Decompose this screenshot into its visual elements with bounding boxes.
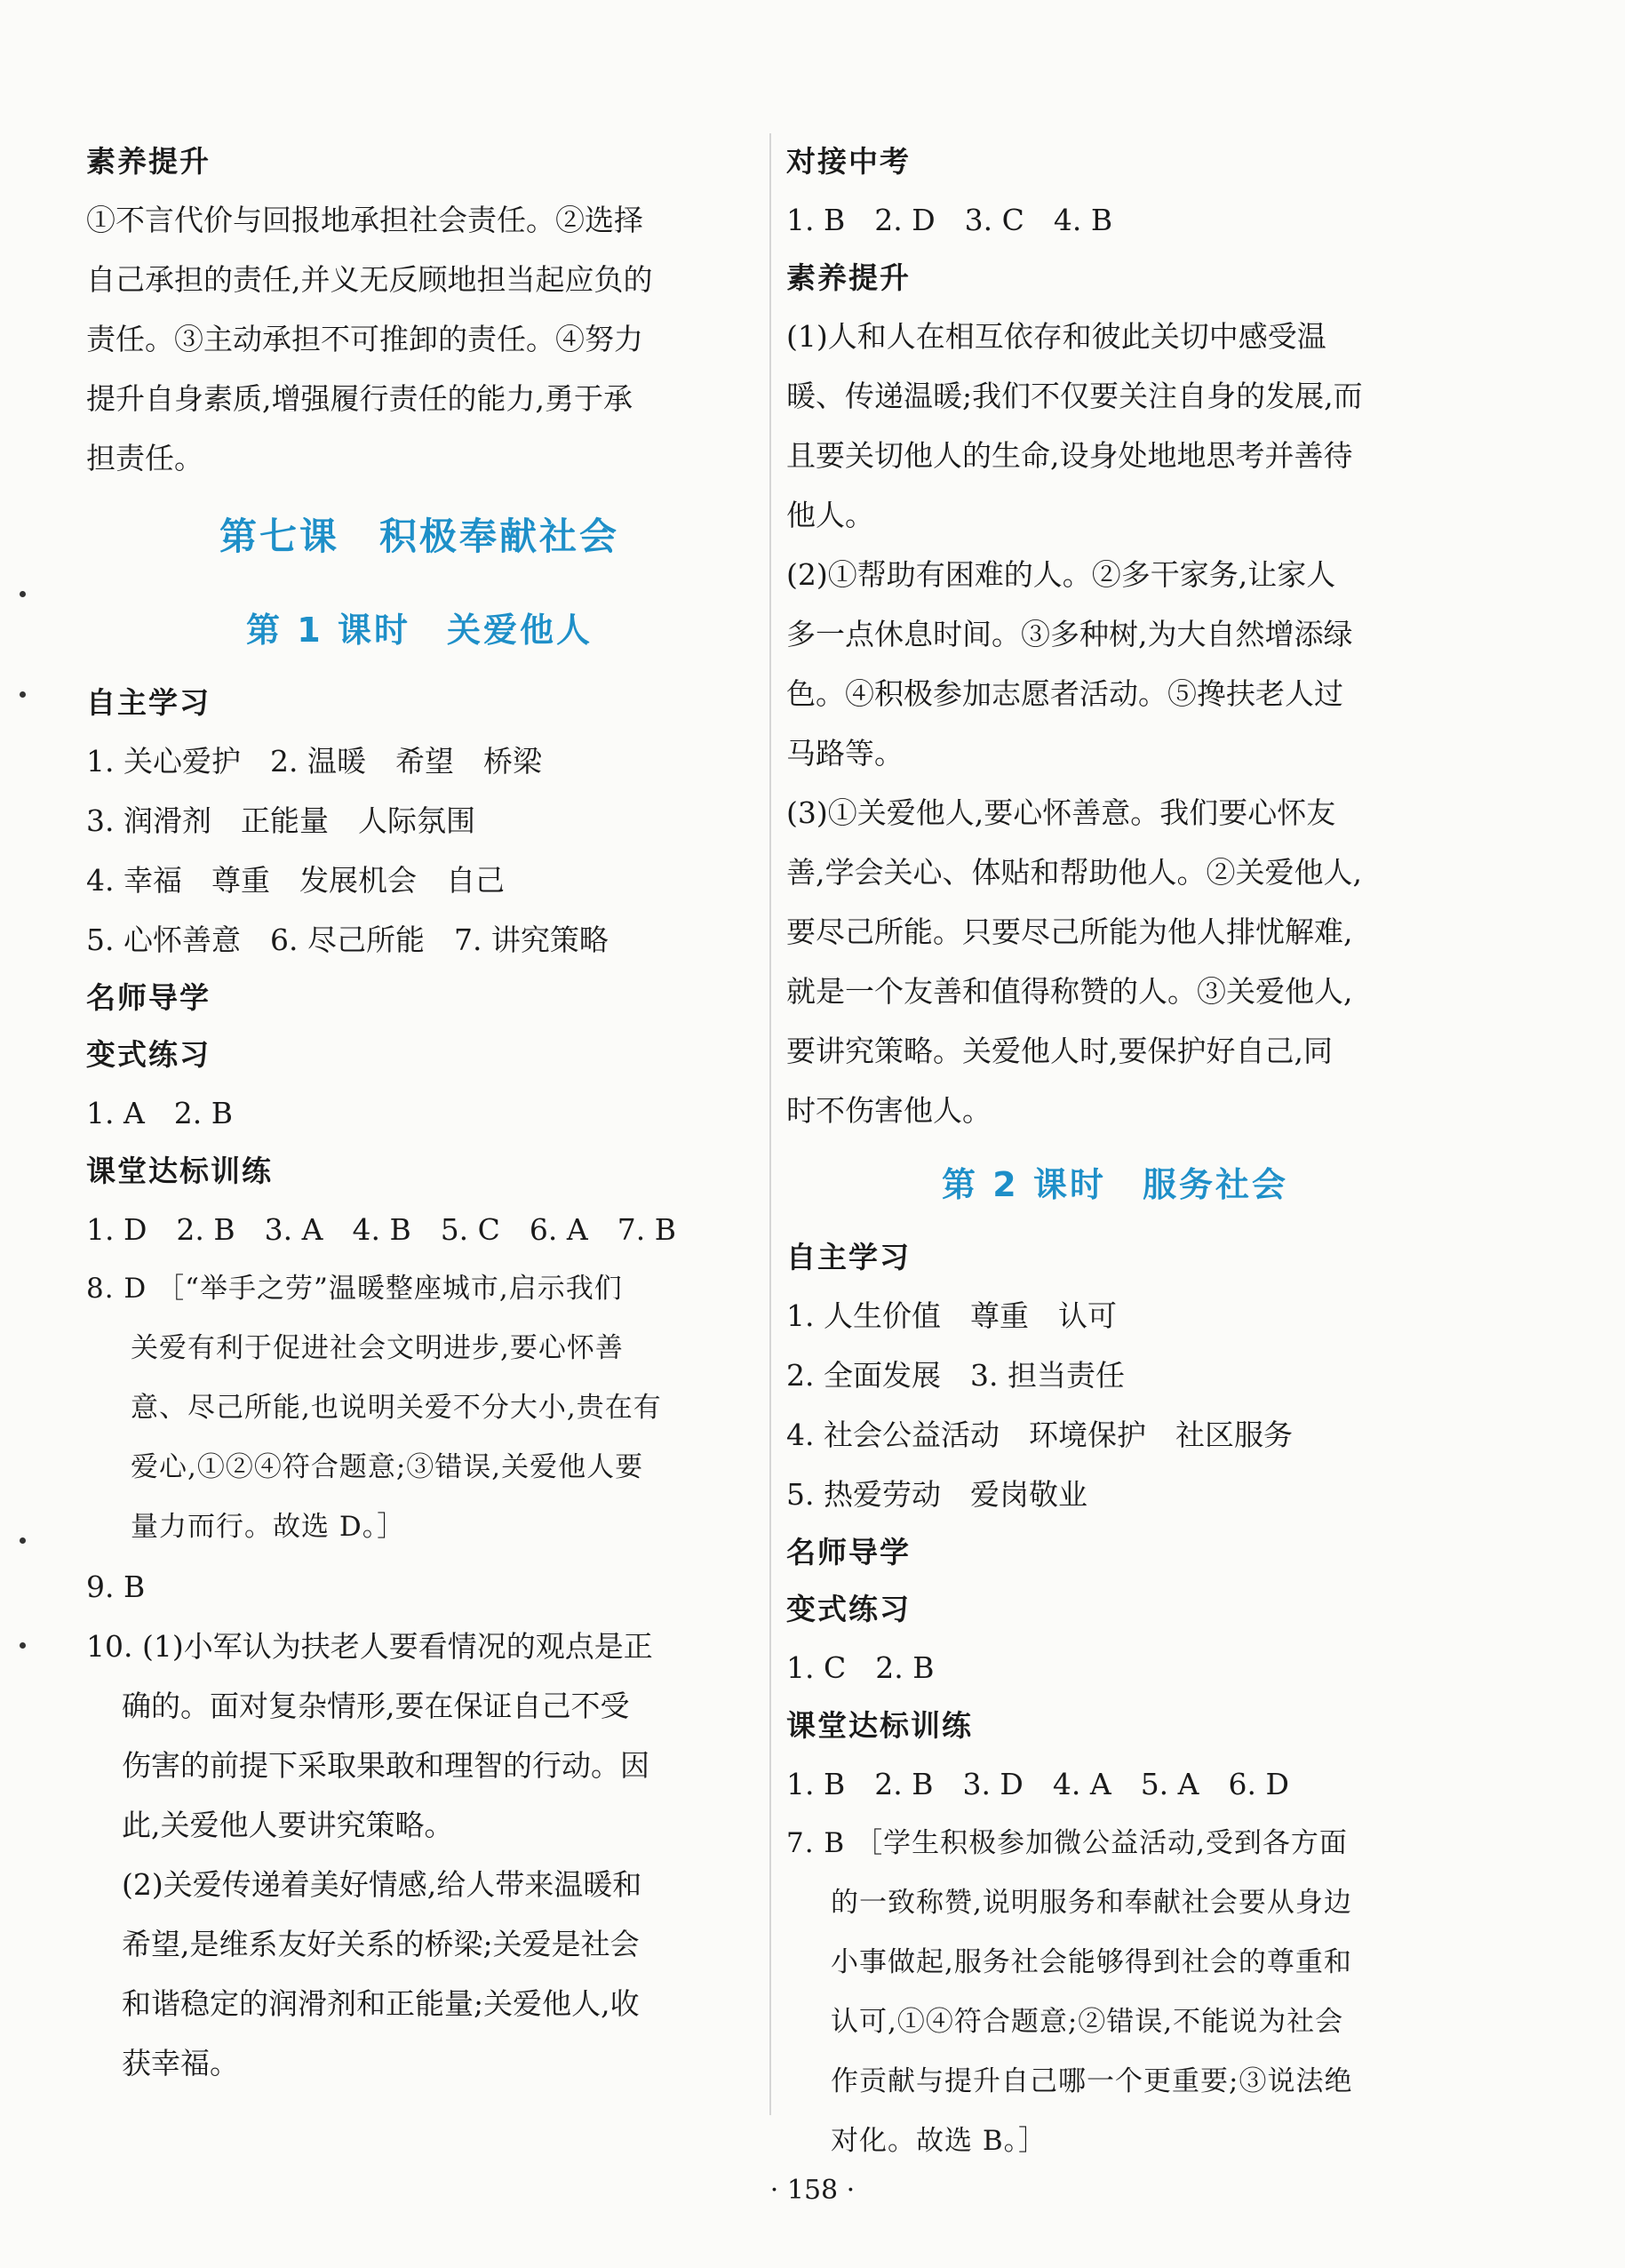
right-column [786, 133, 1444, 2171]
text-line: 他人。 [786, 498, 874, 532]
explanation-line: 7. B ［学生积极参加微公益活动,受到各方面 [786, 1827, 1348, 1859]
section-heading: 名师导学 [786, 1535, 911, 1569]
text-line: 善,学会关心、体贴和帮助他人。②关爱他人, [786, 855, 1362, 890]
section-heading: 课堂达标训练 [786, 1708, 973, 1743]
text-line: 多一点休息时间。③多种树,为大自然增添绿 [786, 617, 1353, 651]
explanation-line: 爱心,①②④符合题意;③错误,关爱他人要 [131, 1451, 644, 1483]
margin-dot [20, 591, 26, 597]
text-line: 5. 心怀善意 6. 尽己所能 7. 讲究策略 [86, 922, 609, 957]
section-heading: 对接中考 [786, 144, 911, 179]
left-column [86, 133, 753, 2093]
section-heading: 素养提升 [86, 144, 211, 179]
text-line: 担责任。 [86, 441, 203, 475]
period-title: 第 1 课时 关爱他人 [246, 611, 593, 650]
explanation-line: 小事做起,服务社会能够得到社会的尊重和 [831, 1946, 1352, 1978]
text-line: 1. C 2. B [786, 1650, 935, 1685]
section-heading: 变式练习 [86, 1037, 211, 1072]
text-line: 和谐稳定的润滑剂和正能量;关爱他人,收 [122, 1986, 640, 2021]
margin-dot [20, 691, 26, 698]
text-line: 伤害的前提下采取果敢和理智的行动。因 [122, 1748, 649, 1783]
text-line: 10. (1)小军认为扶老人要看情况的观点是正 [86, 1629, 653, 1664]
explanation-line: 作贡献与提升自己哪一个更重要;③说法绝 [831, 2065, 1353, 2097]
explanation-line: 认可,①④符合题意;②错误,不能说为社会 [831, 2006, 1344, 2038]
text-line: 3. 润滑剂 正能量 人际氛围 [86, 803, 475, 838]
text-line: 4. 幸福 尊重 发展机会 自己 [86, 863, 505, 898]
explanation-line: 量力而行。故选 D。］ [131, 1511, 406, 1543]
text-line: (2)①帮助有困难的人。②多干家务,让家人 [786, 557, 1336, 592]
explanation-line: 8. D ［“举手之劳”温暖整座城市,启示我们 [86, 1273, 623, 1305]
section-heading: 课堂达标训练 [86, 1154, 273, 1188]
text-line: 1. 关心爱护 2. 温暖 希望 桥梁 [86, 744, 542, 779]
text-line: 要讲究策略。关爱他人时,要保护好自己,同 [786, 1034, 1333, 1068]
text-line: 时不伤害他人。 [786, 1093, 992, 1128]
text-line: 1. 人生价值 尊重 认可 [786, 1298, 1117, 1333]
text-line: 希望,是维系友好关系的桥梁;关爱是社会 [122, 1927, 640, 1961]
text-line: 1. B 2. D 3. C 4. B [786, 203, 1113, 237]
text-line: 1. D 2. B 3. A 4. B 5. C 6. A 7. B [86, 1212, 676, 1247]
text-line: 获幸福。 [122, 2046, 239, 2080]
column-divider [769, 133, 771, 2115]
text-line: 就是一个友善和值得称赞的人。③关爱他人, [786, 974, 1353, 1009]
text-line: 2. 全面发展 3. 担当责任 [786, 1358, 1125, 1393]
text-line: 5. 热爱劳动 爱岗敬业 [786, 1477, 1087, 1512]
explanation-line: 关爱有利于促进社会文明进步,要心怀善 [131, 1332, 624, 1364]
margin-dot [20, 1642, 26, 1649]
text-line: 且要关切他人的生命,设身处地地思考并善待 [786, 438, 1353, 473]
text-line: 责任。③主动承担不可推卸的责任。④努力 [86, 322, 643, 356]
text-line: 1. B 2. B 3. D 4. A 5. A 6. D [786, 1767, 1289, 1801]
text-line: 此,关爱他人要讲究策略。 [122, 1808, 454, 1842]
section-heading: 素养提升 [786, 260, 911, 295]
period-title: 第 2 课时 服务社会 [942, 1165, 1288, 1204]
text-line: (1)人和人在相互依存和彼此关切中感受温 [786, 319, 1326, 354]
page-number: · 158 · [769, 2175, 856, 2206]
margin-dot [20, 1537, 26, 1544]
section-heading: 变式练习 [786, 1592, 911, 1626]
section-heading: 自主学习 [786, 1240, 911, 1274]
text-line: 色。④积极参加志愿者活动。⑤搀扶老人过 [786, 676, 1343, 711]
text-line: ①不言代价与回报地承担社会责任。②选择 [86, 203, 643, 237]
explanation-line: 的一致称赞,说明服务和奉献社会要从身边 [831, 1887, 1352, 1919]
text-line: 1. A 2. B [86, 1096, 234, 1130]
text-line: 暖、传递温暖;我们不仅要关注自身的发展,而 [786, 379, 1363, 413]
text-line: (3)①关爱他人,要心怀善意。我们要心怀友 [786, 795, 1336, 830]
explanation-line: 意、尽己所能,也说明关爱不分大小,贵在有 [131, 1392, 662, 1424]
text-line: 提升自身素质,增强履行责任的能力,勇于承 [86, 381, 633, 416]
text-line: 9. B [86, 1569, 146, 1604]
text-line: (2)关爱传递着美好情感,给人带来温暖和 [122, 1867, 642, 1902]
text-line: 自己承担的责任,并义无反顾地担当起应负的 [86, 262, 653, 297]
lesson-title: 第七课 积极奉献社会 [219, 515, 619, 558]
explanation-line: 对化。故选 B。］ [831, 2125, 1047, 2157]
text-line: 马路等。 [786, 736, 904, 771]
text-line: 要尽己所能。只要尽己所能为他人排忧解难, [786, 914, 1353, 949]
text-line: 确的。面对复杂情形,要在保证自己不受 [122, 1689, 630, 1723]
text-line: 4. 社会公益活动 环境保护 社区服务 [786, 1418, 1293, 1452]
section-heading: 自主学习 [86, 685, 211, 720]
section-heading: 名师导学 [86, 980, 211, 1015]
